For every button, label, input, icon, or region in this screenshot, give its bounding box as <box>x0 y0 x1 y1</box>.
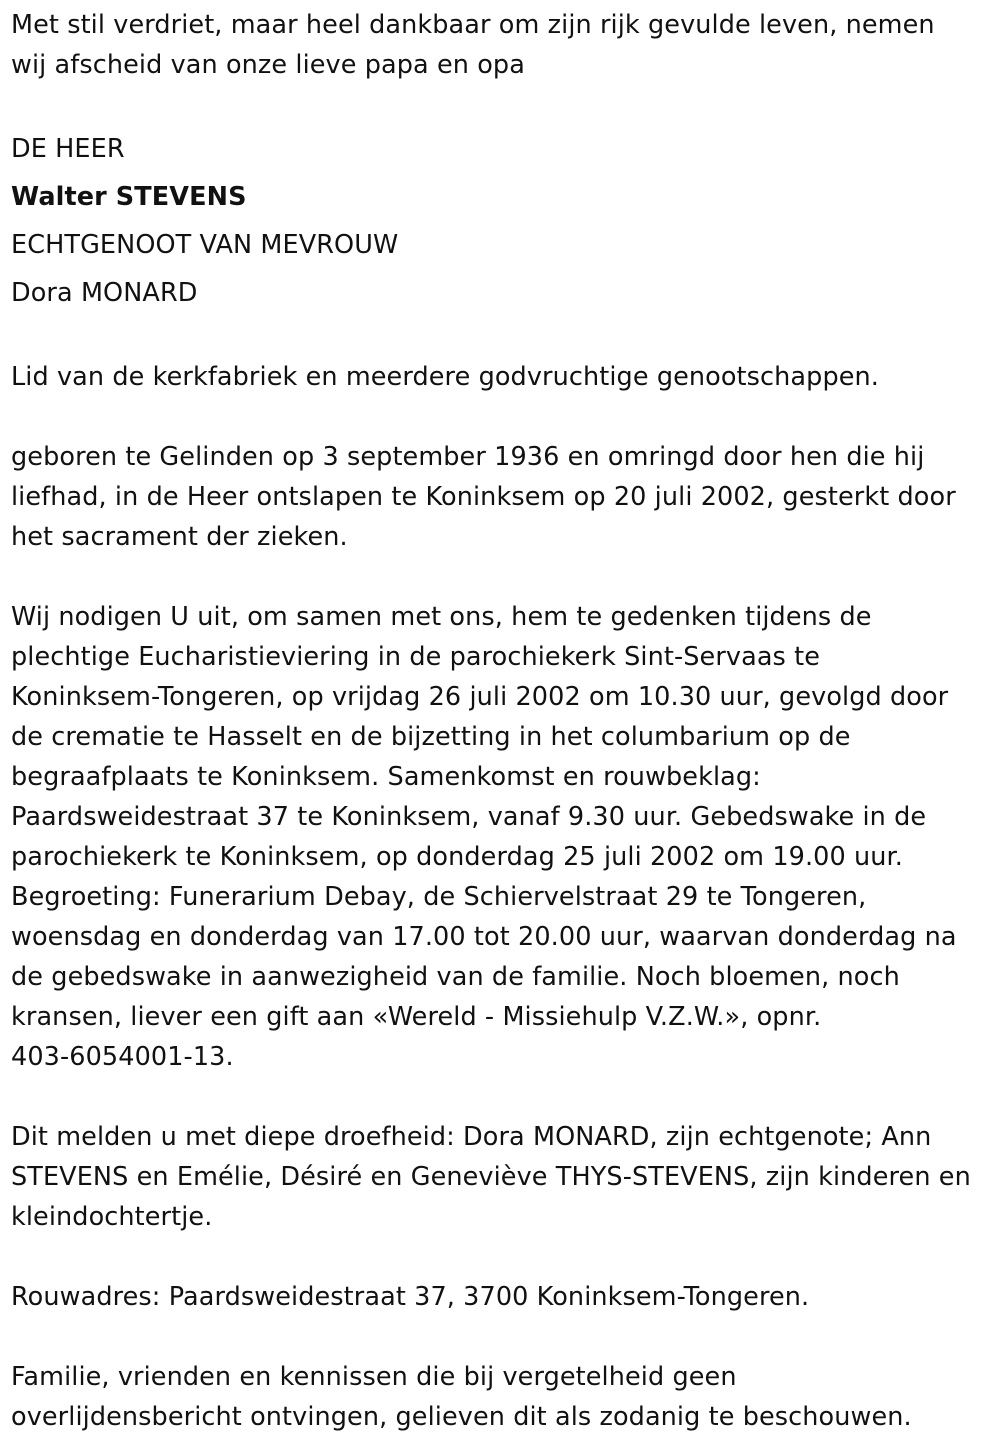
spacer <box>11 557 991 597</box>
birth-death-text: geboren te Gelinden op 3 september 1936 en omringd door hen die hij liefhad, in de Heer ontslapen te Koninksem op 20 juli 2002, gesterkt door het sacrament der zieken. <box>11 442 956 552</box>
membership-text: Lid van de kerkfabriek en meerdere godvruchtige genootschappen. <box>11 362 879 392</box>
mourning-address: Rouwadres: Paardsweidestraat 37, 3700 Koninksem-Tongeren. <box>11 1282 810 1312</box>
spacer <box>11 317 991 357</box>
closing-text: Familie, vrienden en kennissen die bij vergetelheid geen overlijdensbericht ontvingen, gelieven dit als zodanig te beschouwen. <box>11 1362 912 1432</box>
spacer <box>11 1237 991 1277</box>
spacer <box>11 85 991 125</box>
intro-text: Met stil verdriet, maar heel dankbaar om zijn rijk gevulde leven, nemen wij afscheid van onze lieve papa en opa <box>11 10 935 80</box>
deceased-name: Walter STEVENS <box>11 182 247 212</box>
spacer <box>11 1317 991 1357</box>
spacer <box>11 397 991 437</box>
invitation-text: Wij nodigen U uit, om samen met ons, hem te gedenken tijdens de plechtige Eucharistieviering in de parochiekerk Sint-Servaas te Koninksem-Tongeren, op vrijdag 26 juli 2002 om 10.30 uur, gevolgd door de crematie te Hasselt en de bijzetting in het columbarium op de begraafplaats te Koninksem. Samenkomst en rouwbeklag: Paardsweidestraat 37 te Koninksem, vanaf 9.30 uur. Gebedswake in de parochiekerk te Koninksem, op donderdag 25 juli 2002 om 19.00 uur. Begroeting: Funerarium Debay, de Schiervelstraat 29 te Tongeren, woensdag en donderdag van 17.00 tot 20.00 uur, waarvan donderdag na de gebedswake in aanwezigheid van de familie. Noch bloemen, noch kransen, liever een gift aan «Wereld - Missiehulp V.Z.W.», opnr. 403-6054001-13. <box>11 602 957 1072</box>
spouse-line: ECHTGENOOT VAN MEVROUW <box>11 230 399 260</box>
announcers-text: Dit melden u met diepe droefheid: Dora MONARD, zijn echtgenote; Ann STEVENS en Emélie, Désiré en Geneviève THYS-STEVENS, zijn kinderen en kleindochtertje. <box>11 1122 971 1232</box>
spacer <box>11 1077 991 1117</box>
title-line: DE HEER <box>11 134 125 164</box>
obituary-notice <box>11 0 991 1437</box>
spouse-name: Dora MONARD <box>11 278 198 308</box>
